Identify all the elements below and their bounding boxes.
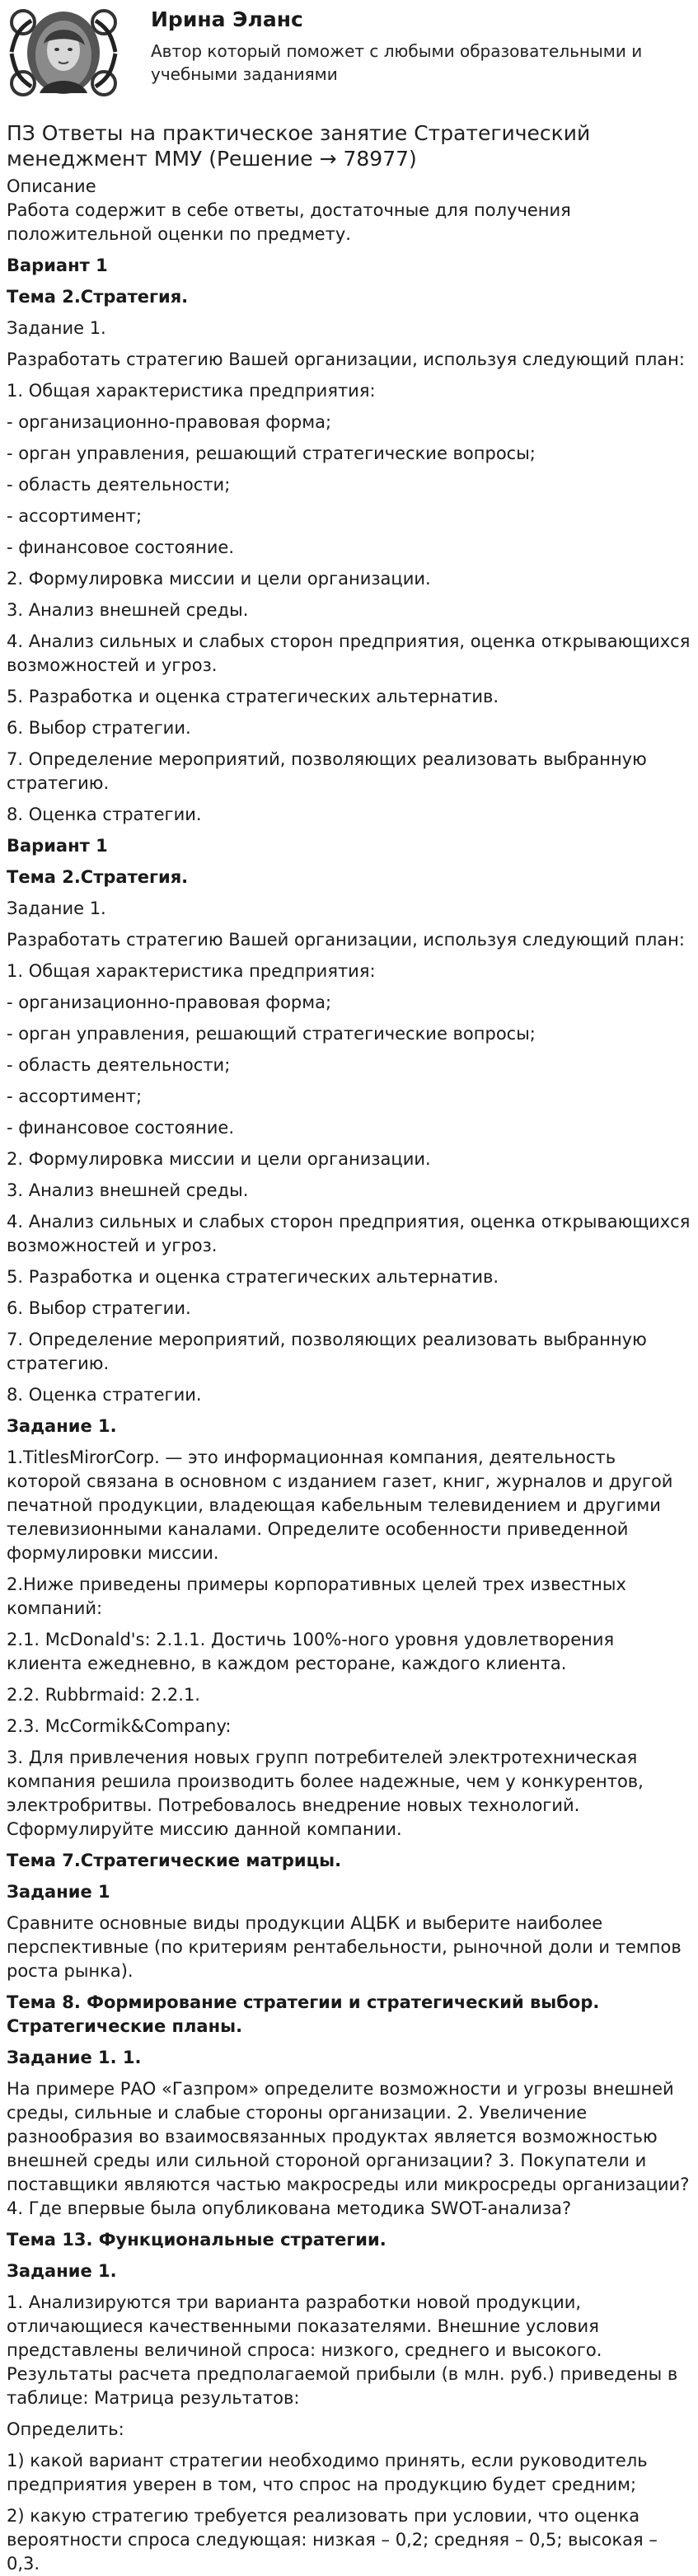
avatar[interactable]	[7, 4, 120, 101]
section-heading: Задание 1.	[7, 2261, 117, 2281]
section-heading: Тема 2.Стратегия.	[7, 867, 189, 887]
paragraph: Сравните основные виды продукции АЦБК и выберите наиболее перспективные (по критериям рентабельности, рыночной доли и темпов роста рынка).	[7, 1913, 682, 1981]
paragraph: 3. Анализ внешней среды.	[7, 600, 249, 620]
paragraph: 3. Анализ внешней среды.	[7, 1180, 249, 1200]
section-heading: Вариант 1	[7, 836, 108, 856]
paragraph: 1) какой вариант стратегии необходимо принять, если руководитель предприятия уверен в том, что спрос на продукцию будет средним;	[7, 2451, 648, 2494]
description-label: Описание	[7, 176, 96, 196]
paragraph: 8. Оценка стратегии.	[7, 805, 202, 824]
paragraph: - орган управления, решающий стратегические вопросы;	[7, 443, 536, 463]
paragraph: 5. Разработка и оценка стратегических альтернатив.	[7, 1267, 499, 1287]
paragraph: 7. Определение мероприятий, позволяющих реализовать выбранную стратегию.	[7, 749, 647, 793]
paragraph: 6. Выбор стратегии.	[7, 718, 191, 738]
paragraph: - финансовое состояние.	[7, 1118, 235, 1138]
paragraph: 2.Ниже приведены примеры корпоративных целей трех известных компаний:	[7, 1574, 626, 1618]
paragraph: - ассортимент;	[7, 506, 143, 526]
author-bio: Автор который поможет с любыми образовательными и учебными заданиями	[151, 41, 643, 84]
paragraph: - область деятельности;	[7, 1055, 231, 1075]
paragraph: 7. Определение мероприятий, позволяющих реализовать выбранную стратегию.	[7, 1330, 647, 1373]
paragraph: - область деятельности;	[7, 475, 231, 495]
paragraph: - организационно-правовая форма;	[7, 992, 332, 1012]
paragraph: 1. Анализируются три варианта разработки новой продукции, отличающиеся качественными показателями. Внешние условия представлены величиной спроса: низкого, среднего и высокого. Результаты расчета предполагаемой прибыли (в млн. руб.) приведены в таблице: Матрица результатов:	[7, 2292, 678, 2408]
paragraph: 2. Формулировка миссии и цели организации.	[7, 569, 431, 589]
document-content	[0, 175, 698, 2576]
paragraph: 4. Анализ сильных и слабых сторон предприятия, оценка открывающихся возможностей и угроз.	[7, 1212, 691, 1255]
avatar-image	[7, 4, 120, 101]
section-heading: Задание 1. 1.	[7, 2048, 142, 2067]
paragraph-list	[7, 254, 691, 2576]
paragraph: 8. Оценка стратегии.	[7, 1385, 202, 1405]
paragraph: - финансовое состояние.	[7, 537, 235, 557]
document-title: ПЗ Ответы на практическое занятие Стратегический менеджмент ММУ (Решение → 78977)	[7, 121, 591, 171]
paragraph: - орган управления, решающий стратегические вопросы;	[7, 1024, 536, 1044]
paragraph: - ассортимент;	[7, 1086, 143, 1106]
section-heading: Вариант 1	[7, 256, 108, 275]
paragraph: Задание 1.	[7, 899, 106, 918]
paragraph: 4. Анализ сильных и слабых сторон предприятия, оценка открывающихся возможностей и угроз.	[7, 631, 691, 675]
paragraph: 2. Формулировка миссии и цели организации.	[7, 1149, 431, 1169]
section-heading: Задание 1	[7, 1882, 110, 1902]
author-header	[0, 0, 698, 106]
section-heading: Тема 8. Формирование стратегии и стратегический выбор. Стратегические планы.	[7, 1992, 600, 2036]
author-name[interactable]: Ирина Эланс	[151, 7, 303, 31]
paragraph: 5. Разработка и оценка стратегических альтернатив.	[7, 687, 499, 706]
paragraph: 1. Общая характеристика предприятия:	[7, 961, 376, 981]
paragraph: 1. Общая характеристика предприятия:	[7, 381, 376, 401]
paragraph: Задание 1.	[7, 318, 106, 338]
paragraph: Разработать стратегию Вашей организации, используя следующий план:	[7, 930, 685, 950]
section-heading: Тема 13. Функциональные стратегии.	[7, 2230, 386, 2250]
paragraph: На примере РАО «Газпром» определите возможности и угрозы внешней среды, сильные и слабые стороны организации. 2. Увеличение разнообразия во взаимосвязанных продуктах является возможностью внешней среды или сильной стороной организации? 3. Покупатели и поставщики являются частью макросреды или микросреды организации? 4. Где впервые была опубликована методика SWOT-анализа?	[7, 2079, 690, 2218]
paragraph: 2.1. McDonald's: 2.1.1. Достичь 100%-ного уровня удовлетворения клиента ежедневно, в каждом ресторане, каждого клиента.	[7, 1630, 615, 1673]
paragraph: 2.3. McCormik&Company:	[7, 1716, 232, 1736]
paragraph: Разработать стратегию Вашей организации, используя следующий план:	[7, 350, 685, 369]
paragraph: 2.2. Rubbrmaid: 2.2.1.	[7, 1685, 200, 1705]
paragraph: Определить:	[7, 2419, 124, 2439]
paragraph: 6. Выбор стратегии.	[7, 1298, 191, 1318]
paragraph: 3. Для привлечения новых групп потребителей электротехническая компания решила производить более надежные, чем у конкурентов, электробритвы. Потребовалось внедрение новых технологий. Сформулируйте миссию данной компании.	[7, 1748, 644, 1839]
section-heading: Тема 7.Стратегические матрицы.	[7, 1851, 342, 1870]
description-text: Работа содержит в себе ответы, достаточные для получения положительной оценки по предмету.	[7, 200, 571, 244]
paragraph: - организационно-правовая форма;	[7, 412, 332, 432]
section-heading: Тема 2.Стратегия.	[7, 287, 189, 307]
paragraph: 2) какую стратегию требуется реализовать при условии, что оценка вероятности спроса следующая: низкая – 0,2; средняя – 0,5; высокая – 0,3.	[7, 2506, 658, 2574]
section-heading: Задание 1.	[7, 1416, 117, 1436]
paragraph: 1.TitlesMirorCorp. — это информационная компания, деятельность которой связана в основном с изданием газет, книг, журналов и другой печатной продукции, владеющая кабельным телевидением и другими телевизионными каналами. Определите особенности приведенной формулировки миссии.	[7, 1448, 673, 1563]
